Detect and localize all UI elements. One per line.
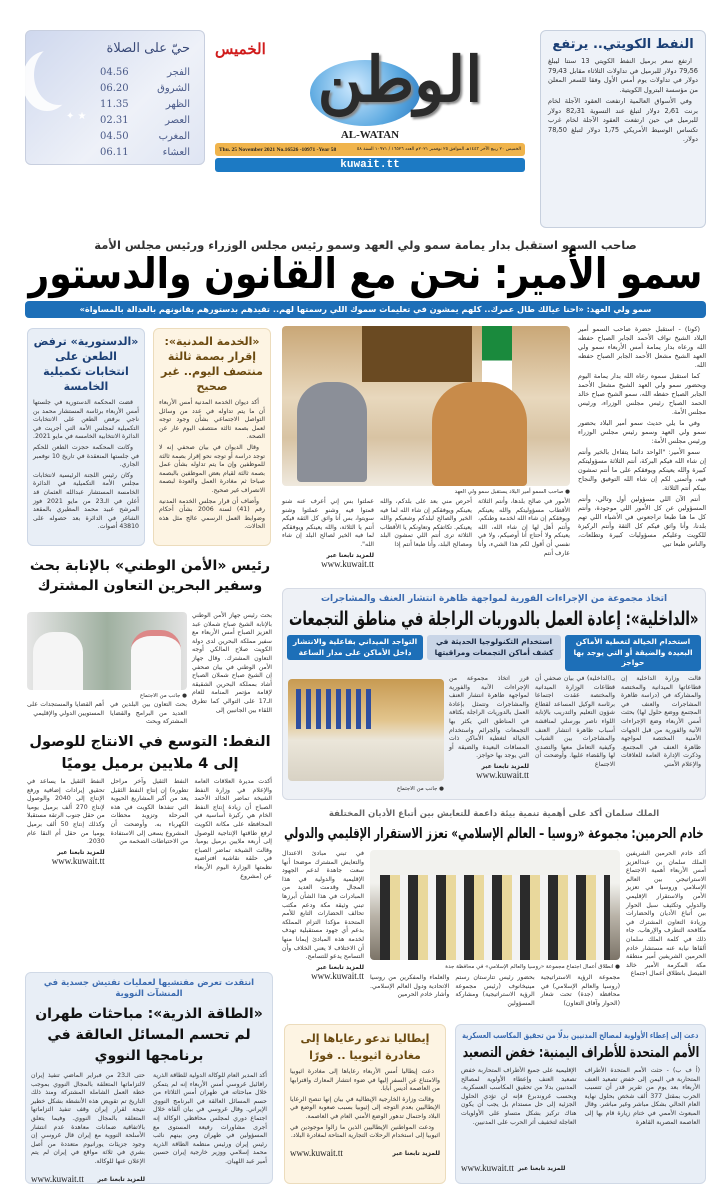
- iaea-columns: [31, 1072, 267, 1184]
- text-column: مجموعة الرؤية الاستراتيجية (روسيا والعالم الإسلامي) في محافظة (جدة) تحت شعار (الحوار وآفاق التعاون): [540, 974, 620, 1007]
- text-column: قالت وزارة الداخلية إن قطاعاتها الميدانية والمختصة والمشاركة في (دراسة ظاهرة المشاجرات والعنف في المجتمع ووضع حلول لها) بحثت أمس الأربعاء وضع الإجراءات الآنية والفورية من قبل الجهات الأمنية المختصة لمواجهة ظاهرة العنف في المجتمع. وذكرت الإدارة العامة للعلاقات والإعلام الأمني: [621, 675, 701, 768]
- oil-box-title: النفط الكويتي.. يرتفع: [552, 37, 694, 52]
- website-link[interactable]: kuwait.tt: [215, 158, 525, 172]
- lead-photo: [282, 326, 570, 486]
- kicker-text: اتخاذ مجموعة من الإجراءات الفورية لمواجهة ظاهرة انتشار العنف والمشاجرات: [320, 594, 668, 604]
- person-right: [131, 630, 181, 690]
- prayer-time: 06.11: [100, 147, 129, 158]
- interior-columns: [449, 675, 701, 795]
- text-column: أكدت مديرة العلاقات العامة والإعلام في وزارة النفط الشيخة تماضر الخالد الأحمد الصباح أن زيادة إنتاج النفط الخام هي ركيزة أساسية في المحافظة على مكانة الكويت لرفع طاقتها الإنتاجية للوصول إلى أربعة ملايين برميل يوميا. وقالت الشيخة تماضر الصباح في حلقة نقاشية افتراضية نظمتها الوزارة اليوم الأربعاء عن (مشروع: [194, 778, 272, 880]
- text-column: أحرص مني بعد على بلدكم، والله يعينكم ويوفقكم إن شاء الله لما فيه الخير والصالح لبلدكم وشعبكم والله يعينكم. تكاتفكم وتعاونكم يا الأقطاب الثلاثة ترى أنتم اللي تمشون البلد ومصالح البلد، وأنا طبعا أنتم إذا: [380, 498, 472, 548]
- text-column: النفط الثقيل وآخر مراحل تطوره) إن إنتاج النفط الثقيل يعد من أكبر المشاريع الحيوية التي تنفذها الكويت في هذه المرحلة وتزويد محطات الكهرباء به. وأوضحت أن المشروع يسعى إلى الاستفادة من الاحتياطات الضخمة من: [110, 778, 189, 846]
- prayer-row: [100, 113, 190, 129]
- paragraph: ارتفع سعر برميل النفط الكويتي 13 سنتا ليبلغ 79٫56 دولار للبرميل في تداولات الثلاثاء مقابل 79٫43 دولار في تداولات يوم أمس الأول وفقا للسعر المعلن من مؤسسة البترول الكويتية.: [548, 57, 698, 94]
- more-link[interactable]: www.kuwait.tt: [31, 1174, 84, 1184]
- prayer-name: العشاء: [162, 147, 190, 158]
- paragraph: وكان رئيس اللجنة الرئيسية لانتخابات مجلس الأمة التكميلية في الدائرة الخامسة المستشار عبدالله العثمان قد أعلن في الـ23 من مايو 2021 فوز المرشح عبيد محمد المطيري بالمقعد الشاغر في الدائرة بعد حصوله على 43810 أصوات.: [33, 471, 140, 531]
- yemen-columns: [461, 1067, 700, 1163]
- paragraph: حتى الـ23 من فبراير الماضي تنفيذ إيران لالتزاماتها المتعلقة بالمجال النووي بموجب خطة العمل الشاملة المشتركة ومنذ ذلك التاريخ تم تقويض هذه الأنشطة بشكل خطير نتيجة لقرار إيران وقف تنفيذ التزاماتها المتعلقة بالمجال النووي. وفيما يتعلق بالاتفاقية ضمانات معاهدة عدم انتشار الأسلحة النووية مع إيران قال غروسي إن وجود جزيئات يورانيوم متعددة من أصل بشري في ثلاثة مواقع في إيران لم يتم الإعلان عنها للوكالة.: [31, 1072, 145, 1165]
- text-column: بـ(الداخلية) في بيان صحفي أن قطاعات الوزارة الميدانية والمختصة عقدت اجتماعا برئاسة الوكيل المساعد لقطاع شؤون التعليم والتدريب بالإنابة اللواء ناصر بورسلي لمناقشة أسباب ظاهرة انتشار العنف والمشاجرات بين الشباب وكيفية التعامل معها والتصدي لها والقضاء عليها. وأوضحت أن الاجتماع: [535, 675, 615, 768]
- salman-bottom-columns: [370, 974, 620, 1008]
- more-label: للمزيد تابعنا عبر: [57, 848, 105, 856]
- security-bottom-columns: [27, 701, 187, 727]
- more-label: للمزيد تابعنا عبر: [326, 551, 374, 559]
- oil-price-box: [540, 30, 706, 228]
- headline-text: خادم الحرمين: مجموعة «روسيا – العالم الإسلامي» تعزز الاستقرار الإقليمي والدولي: [284, 826, 704, 842]
- headline-text: «الداخلية»: إعادة العمل بالدوريات الراجلة في مناطق التجمعات: [289, 608, 699, 630]
- text-column: والعلماء والمفكرين من روسيا الاتحادية ودول العالم الإسلامي. وأشار خادم الحرمين: [370, 974, 450, 999]
- text-column: [31, 1072, 145, 1184]
- paragraph: ودعت المواطنين الإيطاليين الذين ما زالوا موجودين في اثيوبيا إلى استخدام الرحلات التجارية المتاحة لمغادرة البلاد.: [290, 1123, 440, 1140]
- more-label: للمزيد تابعنا عبر: [481, 762, 529, 770]
- kicker-text: دعت إلى إعطاء الأولوية لمصالح المدنيين بدلًا من تحقيق المكاسب العسكرية: [462, 1031, 699, 1040]
- paragraph: أكد ديوان الخدمة المدنية أمس الأربعاء أن ما يتم تداوله في عدد من وسائل التواصل الاجتماعي بشأن وجود توجه لعمل بصمة ثالثة منتصف اليوم عار عن الصحة.: [159, 399, 265, 441]
- iaea-headline: «الطاقة الذرية»: مباحثات طهران لم تحسم المسائل العالقة في برنامجها النووي: [35, 1006, 263, 1064]
- moon-icon: [34, 45, 84, 105]
- headline-text: سمو الأمير: نحن مع القانون والدستور: [28, 249, 703, 298]
- more-label: للمزيد تابعنا عبر: [517, 1165, 566, 1172]
- more-label: للمزيد تابعنا عبر: [97, 1176, 145, 1183]
- prayer-name: المغرب: [158, 131, 190, 142]
- paragraph: قضت المحكمة الدستورية في جلستها أمس الأربعاء برئاسة المستشار محمد بن ناجي برفض الطعن على الانتخابات التكميلية لمجلس الأمة التي أجريت في الدائرة الانتخابية الخامسة في مايو 2021.: [33, 399, 139, 441]
- prayer-time: 06.20: [100, 83, 129, 94]
- yemen-headline: [461, 1041, 700, 1065]
- text-column: أكد المدير العام للوكالة الدولية للطاقة الذرية رافائيل غروسي أمس الأربعاء إنه لم يتمكن خلال مباحثاته في طهران أمس الثلاثاء من حسم المسائل العالقة في البرنامج النووي الإيراني. وقال غروسي في بيان ألقاه خلال اجتماع دوري لمجلس محافظي الوكالة إنه أجرى مشاورات رفيعة المستوى مع المسؤولين في طهران ومن بينهم نائب رئيس إيران ورئيس منظمة الطاقة الذرية محمد إسلامي ووزير خارجية إيران حسين أمير عبد اللهيان.: [153, 1072, 267, 1165]
- more-link[interactable]: www.kuwait.tt: [321, 558, 374, 569]
- prayer-name: الشروق: [157, 83, 190, 94]
- tag-technology: استخدام التكنولوجيا الحديثة في كشف أماكن التجمعات ومراقبتها: [427, 635, 561, 660]
- text-column: بحث التعاون بين البلدين في العديد من البرامج والقضايا المشتركة وبحث: [110, 701, 187, 726]
- tag-cavalry: استخدام الخيالة لتغطية الأماكن البعيدة والضيقة أو التي يوجد بها حواجز: [565, 635, 701, 671]
- date-arabic: الخميس ٢٠ ربيع الآخر ١٤٤٣هـ الموافق ٢٥ نوفمبر ٢٠٢١م العدد ١٦٥٢٦ / ١٠٩٧١ السنة ٥٨: [356, 147, 521, 152]
- security-photo-caption: ● جانب من الاجتماع: [139, 693, 187, 699]
- text-column: الإقليمية على جميع الأطراف المتحاربة خفض تصعيد العنف وإعطاء الأولوية لمصالح المدنيين بدلا من تحقيق المكاسب العسكرية. وبحسب غروندبرغ فإنه لن تؤدي الحلول الجزئية إلى حل مستدام بل يجب أن يكون هناك تركيز بشكل متساو على الأولويات العاجلة لتخفيف أثر الحرب على المدنيين.: [461, 1067, 577, 1126]
- prayer-title: حيّ على الصلاة: [106, 41, 190, 56]
- oil-story-headline: النفط: التوسع في الانتاج للوصول إلى 4 ملايين برميل يوميًا: [29, 734, 271, 772]
- prayer-name: العصر: [165, 115, 190, 126]
- lead-photo-caption: ● صاحب السمو أمير البلاد يستقبل سمو ولي العهد: [454, 489, 570, 495]
- person-left: [33, 632, 83, 690]
- oil-story-columns: [26, 778, 272, 880]
- prayer-row: [100, 65, 190, 81]
- civil-headline: «الخدمة المدنية»: إقرار بصمة ثالثة منتصف اليوم.. غير صحيح: [161, 335, 263, 393]
- iaea-kicker: انتقدت تعرض مفتشيها لعمليات تفتيش جسدية في المنشآت النووية: [43, 978, 255, 999]
- paragraph: عملتوا بس إني أعرف عنه شنو قمتوا فيه وشنو عملتوا وشنو سويتوا، بس أنا واثق كل الثقة فيكم أنتم يا الثلاثة، والله يعينكم ويوفقكم لما فيه الخير لصالح البلد إن شاء الله".: [282, 498, 374, 548]
- paragraph: وفي ما يلي حديث سمو أمير البلاد بحضور سمو ولي العهد وسمو رئيس مجلس الوزراء ورئيس مجلس الأمة:: [578, 419, 706, 445]
- paragraph: وكانت المحكمة حجزت الطعن للحكم في جلستها المنعقدة في تاريخ 10 نوفمبر الجاري.: [33, 443, 139, 469]
- paragraph: (كونا) - استقبل حضرة صاحب السمو أمير البلاد الشيخ نواف الأحمد الجابر الصباح حفظه الله ورعاه بدار يمامة أمس الأربعاء سمو ولي العهد الشيخ مشعل الأحمد الجابر الصباح حفظه الله.: [578, 325, 706, 369]
- more-link[interactable]: www.kuwait.tt: [290, 1148, 343, 1158]
- security-text: بحث رئيس جهاز الأمن الوطني بالإنابة الشيخ صباح شملان عبد العزيز الصباح أمس الأربعاء مع سفير مملكة البحرين لدى دولة الكويت صلاح المالكي أوجه التعاون المشترك. وقال جهاز الأمن الوطني في بيان صحفي إن الشيخ صباح شملان الصباح أشاد بمملكة البحرين الشقيقة لإقامة مؤتمر المنامة للعام الـ17 على التوالي كما تطرق اللقاء بين الجانبين إلى: [192, 612, 272, 714]
- prayer-row: [100, 129, 190, 145]
- yemen-box: [455, 1024, 706, 1184]
- kicker-text: صاحب السمو استقبل بدار يمامة سمو ولي العهد وسمو رئيس مجلس الوزراء ورئيس مجلس الأمة: [94, 238, 637, 252]
- salman-photo-caption: ● انطلاق أعمال اجتماع مجموعة «روسيا والعالم الإسلامي» في محافظة جدة: [445, 964, 620, 970]
- text-column: (أ ف ب) - حثت الأمم المتحدة الأطراف المتحاربة في اليمن إلى خفض تصعيد العنف الأربعاء بعد يوم من تقرير قدر أن تتسبب الحرب بمقتل 377 ألف شخص بحلول نهاية العام الحالي بشكل مباشر وغير مباشر. وقال المبعوث الأممي في ختام زيارة قام بها إلى العاصمة المصرية القاهرة: [584, 1067, 700, 1126]
- prayer-row: [100, 97, 190, 113]
- prayer-time: 04.50: [100, 131, 129, 142]
- prayer-row: [100, 145, 190, 161]
- flags: [296, 689, 376, 729]
- text-column: أهم القضايا والمستجدات على المستويين الدولي والإقليمي: [27, 701, 104, 717]
- civil-service-box: [153, 328, 271, 546]
- italy-headline: إيطاليا تدعو رعاياها إلى مغادرة اثيوبيا .. فورًا: [300, 1032, 430, 1062]
- more-link[interactable]: www.kuwait.tt: [461, 1163, 514, 1173]
- text-column: [282, 498, 374, 569]
- more-link[interactable]: www.kuwait.tt: [51, 855, 105, 866]
- text-column: الأمور في صالح بلدها، وأنتم الثلاثة الأقطاب مسؤوليتكم والله يعينكم ويوفقكم إن شاء الله لخدمة وطنكم، وأنتم أهل لها إن شاء الله، الله يعينكم ولا أحتاج أنا أوصيكم، ولا في نفسي أن أقول لكم هذا الشيء، وأنا عارف أنتم: [478, 498, 570, 557]
- interior-kicker: [287, 593, 701, 605]
- text-column: [27, 778, 105, 870]
- caption-text: صاحب السمو أمير البلاد يستقبل سمو ولي العهد: [454, 489, 564, 495]
- tapestry: [362, 326, 472, 382]
- security-headline: رئيس «الأمن الوطني» بالإنابة بحث وسفير البحرين التعاون المشترك: [29, 558, 271, 594]
- prayer-times-box: [25, 30, 205, 165]
- person-right: [432, 382, 527, 486]
- constitutional-court-box: [27, 328, 145, 546]
- paragraph: قرر اتخاذ مجموعة من الإجراءات الآنية والفورية لمواجهة ظاهرة انتشار العنف والمشاجرات وتتمثل بإعادة العمل بالدوريات الراجلة بكثافة في المناطق التي يكثر بها التجمعات والجرائم واستخدام الخيالة لتغطية الأماكن ذات المسافات البعيدة والضيقة أو التي يوجد بها حواجز.: [449, 675, 529, 760]
- day-label: الخميس: [215, 40, 266, 58]
- text-column: بحضور رئيس تتارستان رستم مينيخانوف (رئيس مجموعة الرؤية الاستراتيجية) ومشاركة المسؤولين: [455, 974, 535, 1007]
- more-label: للمزيد تابعنا عبر: [392, 1150, 440, 1157]
- paragraph: النفط الثقيل ما يساعد في تحقيق إيرادات إضافية ورفع الإنتاج إلى 2040 والوصول لإنتاج 270 ألف برميل يوميا من حقل جنوب الرتقة مستقبلا وكذلك إنتاج 50 ألف برميل يوميا من حقل أم النقا عام 2030.: [26, 778, 105, 846]
- prayer-list: [100, 65, 190, 161]
- civil-text: [159, 399, 265, 532]
- italy-text: [290, 1068, 440, 1148]
- caption-text: جانب من الاجتماع: [139, 693, 181, 699]
- more-label: للمزيد تابعنا عبر: [316, 963, 364, 971]
- prayer-time: 11.35: [100, 99, 129, 110]
- prayer-name: الظهر: [165, 99, 190, 110]
- more-link[interactable]: www.kuwait.tt: [311, 970, 364, 981]
- prayer-time: 04.56: [100, 67, 129, 78]
- text-column: [449, 675, 529, 795]
- salman-kicker: [282, 808, 706, 820]
- paragraph: وقال الديوان في بيان صحفي إنه لا توجد دراسة أو توجه نحو إقرار بصمة ثالثة للموظفين وإن ما يتم تداوله بشأن عمل بصمة ثالثة لقيام بعض الموظفين بالبصمة صباحا ثم مغادرة العمل والعودة لبصمة الانصراف غير صحيح.: [159, 443, 265, 494]
- latin-name: AL-WATAN: [340, 129, 400, 141]
- lead-headline: [25, 250, 706, 298]
- paragraph: سمو الأمير: "الواحد دائما يتفاءل بالخير وأنتم إن شاء الله فيكم البركة، أنتم الثلاثة مسؤوليتكم كبيرة والله يعينكم ويوفقكم على ما أنتم تمشون فيه، وأتمنى لكم إن شاء الله التوفيق والنجاح بينكم أنتم الثلاثة.: [578, 448, 706, 492]
- yemen-kicker: [461, 1030, 700, 1041]
- group-of-people: [380, 875, 610, 960]
- paragraph: وأضاف أن قرار مجلس الخدمة المدنية رقم (41) لسنة 2006 بشأن أحكام وضوابط العمل الرسمي عالج مثل هذه الحالات.: [159, 497, 266, 531]
- logo-text: الوطن: [317, 43, 483, 116]
- paragraph: أنتم الآن اللي مسؤولين أول وتالي، وأنتم المسؤولين عن كل الأمور اللي موجودة، وأنتم كل ما هنا طبعا تراجعوني في الأشياء اللي تهم بلدنا، وأنا واثق فيكم كل الثقة وأنتم الركيزة للكويت وعليكم مسؤوليات كبيرة وتطلعات، والناس طبعا تبي: [578, 495, 706, 548]
- paragraph: وقالت وزارة الخارجية الإيطالية في بيان إنها تنصح الرعايا الإيطاليين بعدم التوجه إلى إثيوبيا بسبب صعوبة الوضع في البلاد واحتمال تدهور الوضع الأمني العام في العاصمة.: [290, 1095, 440, 1120]
- prayer-row: [100, 81, 190, 97]
- paragraph: في تبني مبادئ الاعتدال والتعايش المشترك موضحا أنها سعت جاهدة لدعم الجهود الإقليمية والدولية في هذا المجال وقدمت العديد من المبادرات في هذا الشأن أبرزها تبني وثيقة مكة ودعم مكتب تحالف الحضارات التابع للأمم المتحدة مؤكدا التزام المملكة بدعم أي جهود مستقبلية تهدف لخدمة هذه المبادئ إيمانا منها أن الاختلاف لا يعني الخلاف وأن التسامح يدعو للتسامح.: [282, 850, 364, 961]
- lead-strap: سمو ولي العهد: «احنا عيالك طال عمرك.. كلهم يمشون في تعليمات سموك اللي رسمتها لهم.. تقيدهم بدستورهم بقانونهم بالعدالة بالمساواة»: [25, 301, 706, 318]
- caption-text: جانب من الاجتماع: [396, 786, 438, 792]
- security-photo: [27, 612, 187, 690]
- constitutional-text: [33, 399, 139, 532]
- paragraph: دعت إيطاليا أمس الأربعاء رعاياها إلى مغادرة اثيوبيا والامتناع عن السفر إليها في ضوء انتشار المعارك واقترابها من العاصمة أديس أبابا.: [290, 1068, 440, 1093]
- constitutional-headline: «الدستورية» ترفض الطعن على انتخابات تكميلية الخامسة: [33, 335, 139, 393]
- lead-text-column: [578, 325, 706, 551]
- kicker-text: الملك سلمان أكد على أهمية تنمية بيئة داعمة للتعايش بين أتباع الأديان المختلفة: [328, 809, 660, 819]
- salman-left-column: [282, 850, 364, 981]
- caption-text: انطلاق أعمال اجتماع مجموعة «روسيا والعالم الإسلامي» في محافظة جدة: [445, 964, 614, 970]
- interior-ministry-box: [282, 588, 706, 800]
- headline-text: الأمم المتحدة للأطراف اليمنية: خفض التصعيد: [462, 1045, 699, 1061]
- iaea-box: [25, 972, 273, 1184]
- interior-photo: [288, 679, 444, 781]
- interior-headline: [287, 606, 701, 632]
- date-bar: [215, 143, 525, 156]
- lead-bottom-columns: [282, 498, 570, 569]
- stars-icon: ★ ✦: [66, 111, 87, 122]
- salman-photo: [370, 850, 620, 960]
- salman-right-column: أكد خادم الحرمين الشريفين الملك سلمان بن عبدالعزيز أمس الأربعاء أهمية الاجتماع الاستراتيجي بين العالم الإسلامي وروسيا في تعزيز الأمن والاستقرار الإقليمي والدولي وتكثيف سبل الحوار بين أتباع الأديان والحضارات وزيادة التعاون المشترك في مكافحة التطرف والإرهاب. جاء ذلك في كلمة الملك سلمان ألقاها نيابة عنه مستشار خادم الحرمين الشريفين أمير منطقة مكة المكرمة الأمير خالد الفيصل بانطلاق أعمال اجتماع: [626, 850, 706, 978]
- interior-photo-caption: ● جانب من الاجتماع: [396, 786, 444, 792]
- prayer-time: 02.31: [100, 115, 129, 126]
- masthead-logo: [215, 34, 525, 126]
- more-link[interactable]: www.kuwait.tt: [476, 769, 529, 780]
- tag-field-presence: التواجد الميداني بفاعلية والانتشار داخل الأماكن على مدار الساعة: [287, 635, 423, 660]
- oil-box-text: [548, 57, 698, 145]
- paragraph: كما استقبل سموه رعاه الله بدار يمامة اليوم وبحضور سمو ولي العهد الشيخ مشعل الأحمد الجابر الصباح حفظه الله، سمو الشيخ صباح خالد الحمد الصباح رئيس مجلس الوزراء، ورئيس مجلس الأمة.: [578, 372, 706, 416]
- person-left: [297, 382, 367, 482]
- prayer-name: الفجر: [167, 67, 190, 78]
- date-english: Thu. 25 November 2021 No.16526 -10971 -Year 58: [219, 146, 337, 153]
- italy-box: [284, 1024, 446, 1184]
- paragraph: وفي الأسواق العالمية ارتفعت العقود الآجلة لخام برنت 2٫61 دولار لتبلغ عند التسوية 82٫31 دولار للبرميل في حين ارتفعت العقود الآجلة لخام غرب تكساس الوسيط الأمريكي 1٫75 دولار لتبلغ 78٫50 دولار.: [548, 97, 698, 143]
- salman-headline: [282, 822, 706, 846]
